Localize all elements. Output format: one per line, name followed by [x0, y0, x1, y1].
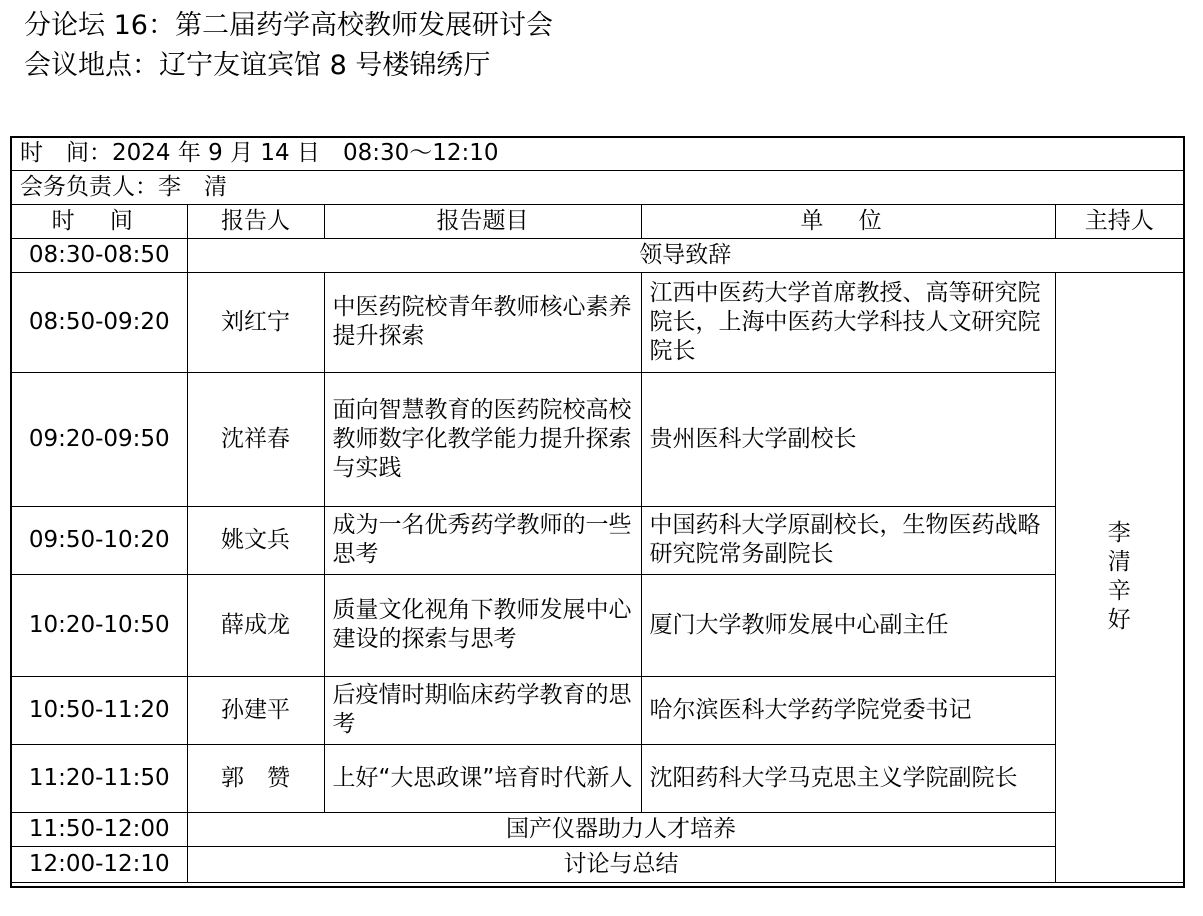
talk-unit: 厦门大学教师发展中心副主任: [641, 574, 1055, 676]
forum-title: 分论坛 16：第二届药学高校教师发展研讨会: [24, 10, 553, 41]
talk-topic: 后疫情时期临床药学教育的思考: [324, 676, 641, 744]
talk-unit: 沈阳药科大学马克思主义学院副院长: [641, 744, 1055, 812]
agenda-table: [12, 138, 1183, 883]
talk-speaker: 姚文兵: [187, 506, 324, 574]
agenda-table-frame: [10, 136, 1185, 888]
talk-time: 08:50-09:20: [12, 272, 187, 372]
talk-topic: 成为一名优秀药学教师的一些思考: [324, 506, 641, 574]
talk-row: [12, 372, 1183, 506]
col-header-host: 主持人: [1055, 204, 1183, 238]
time-info: 时 间：2024 年 9 月 14 日 08:30～12:10: [12, 138, 1183, 170]
opening-time: 08:30-08:50: [12, 238, 187, 272]
talk-unit: 中国药科大学原副校长，生物医药战略研究院常务副院长: [641, 506, 1055, 574]
host-cell: [1055, 272, 1183, 882]
talk-time: 10:20-10:50: [12, 574, 187, 676]
session-row: [12, 812, 1183, 846]
page-heading: [24, 6, 1184, 86]
col-header-topic: 报告题目: [324, 204, 641, 238]
talk-topic: 中医药院校青年教师核心素养提升探索: [324, 272, 641, 372]
talk-time: 10:50-11:20: [12, 676, 187, 744]
host-name: 辛好: [1107, 578, 1167, 633]
talk-row: [12, 676, 1183, 744]
talk-speaker: 薛成龙: [187, 574, 324, 676]
talk-speaker: 沈祥春: [187, 372, 324, 506]
talk-row: [12, 506, 1183, 574]
session-title: 国产仪器助力人才培养: [187, 812, 1055, 846]
opening-title: 领导致辞: [187, 238, 1183, 272]
talk-topic: 面向智慧教育的医药院校高校教师数字化教学能力提升探索与实践: [324, 372, 641, 506]
talk-row: [12, 272, 1183, 372]
col-header-time: 时 间: [12, 204, 187, 238]
talk-row: [12, 744, 1183, 812]
time-info-row: [12, 138, 1183, 170]
opening-row: [12, 238, 1183, 272]
talk-time: 11:20-11:50: [12, 744, 187, 812]
session-row: [12, 846, 1183, 882]
talk-unit: 哈尔滨医科大学药学院党委书记: [641, 676, 1055, 744]
session-time: 11:50-12:00: [12, 812, 187, 846]
talk-topic: 上好“大思政课”培育时代新人: [324, 744, 641, 812]
session-time: 12:00-12:10: [12, 846, 187, 882]
session-title: 讨论与总结: [187, 846, 1055, 882]
talk-topic: 质量文化视角下教师发展中心建设的探索与思考: [324, 574, 641, 676]
col-header-unit: 单 位: [641, 204, 1055, 238]
talk-time: 09:20-09:50: [12, 372, 187, 506]
talk-unit: 贵州医科大学副校长: [641, 372, 1055, 506]
column-header-row: [12, 204, 1183, 238]
venue-line: 会议地点：辽宁友谊宾馆 8 号楼锦绣厅: [24, 50, 491, 81]
col-header-speaker: 报告人: [187, 204, 324, 238]
talk-time: 09:50-10:20: [12, 506, 187, 574]
organizer-row: [12, 170, 1183, 204]
talk-unit: 江西中医药大学首席教授、高等研究院院长，上海中医药大学科技人文研究院院长: [641, 272, 1055, 372]
organizer-info: 会务负责人：李 清: [12, 170, 1183, 204]
talk-speaker: 刘红宁: [187, 272, 324, 372]
host-name: 李清: [1107, 520, 1167, 575]
talk-row: [12, 574, 1183, 676]
talk-speaker: 孙建平: [187, 676, 324, 744]
talk-speaker: 郭 赞: [187, 744, 324, 812]
